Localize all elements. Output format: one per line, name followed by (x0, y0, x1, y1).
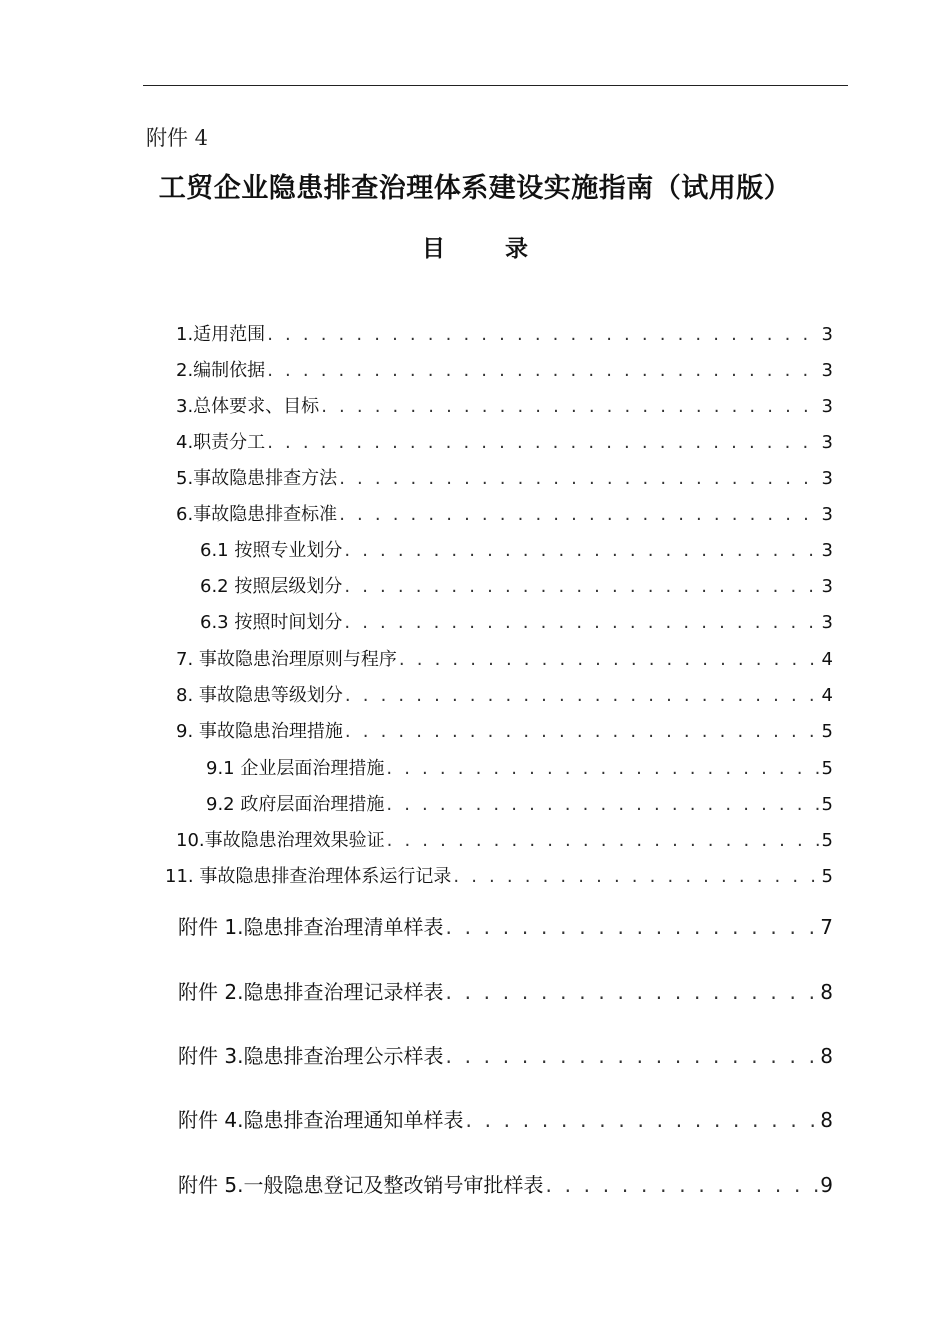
toc-leader (344, 540, 819, 561)
toc-entry[interactable] (178, 1104, 833, 1133)
toc-entry[interactable] (176, 717, 833, 743)
toc-entry-page: 3 (821, 360, 833, 381)
toc-entry[interactable] (178, 976, 833, 1005)
toc-entry-label: 附件 5.一般隐患登记及整改销号审批样表 (178, 1173, 544, 1197)
toc-entry-label: 6.2 按照层级划分 (200, 576, 343, 597)
toc-leader (267, 432, 819, 453)
toc-entry-page: 3 (821, 540, 833, 561)
toc-entry-label: 6.事故隐患排查标准 (176, 504, 338, 525)
toc-heading: 目 录 (421, 236, 554, 262)
toc-leader (339, 504, 819, 525)
toc-entry[interactable] (176, 392, 833, 418)
attachment-label: 附件 4 (146, 126, 209, 150)
toc-entry-label: 2.编制依据 (176, 360, 266, 381)
toc-leader (445, 1044, 818, 1068)
toc-entry[interactable] (176, 428, 833, 454)
toc-leader (545, 1173, 818, 1197)
toc-entry[interactable] (176, 464, 833, 490)
toc-entry[interactable] (178, 1169, 833, 1198)
toc-entry-label: 附件 2.隐患排查治理记录样表 (178, 980, 444, 1004)
toc-entry-label: 10.事故隐患治理效果验证 (176, 830, 385, 851)
toc-entry-page: 4 (821, 685, 833, 706)
toc-entry-page: 3 (821, 504, 833, 525)
toc-entry-page: 9 (820, 1173, 833, 1197)
toc-leader (465, 1108, 818, 1132)
toc-entry[interactable] (206, 754, 833, 780)
toc-entry-page: 5 (821, 866, 833, 887)
toc-entry-label: 5.事故隐患排查方法 (176, 468, 338, 489)
toc-entry-page: 3 (821, 324, 833, 345)
toc-entry-label: 11. 事故隐患排查治理体系运行记录 (165, 866, 452, 887)
toc-leader (386, 794, 819, 815)
toc-entry-page: 8 (820, 1108, 833, 1132)
toc-leader (344, 612, 819, 633)
toc-leader (445, 980, 818, 1004)
toc-entry-label: 附件 4.隐患排查治理通知单样表 (178, 1108, 464, 1132)
toc-entry-page: 5 (821, 830, 833, 851)
toc-entry-page: 5 (821, 758, 833, 779)
toc-entry-label: 6.1 按照专业划分 (200, 540, 343, 561)
toc-entry[interactable] (206, 790, 833, 816)
toc-entry-label: 4.职责分工 (176, 432, 266, 453)
document-title: 工贸企业隐患排查治理体系建设实施指南（试用版） (158, 173, 792, 204)
toc-leader (445, 915, 818, 939)
toc-leader (345, 721, 820, 742)
toc-entry-label: 6.3 按照时间划分 (200, 612, 343, 633)
toc-entry-label: 3.总体要求、目标 (176, 396, 320, 417)
toc-entry[interactable] (200, 572, 833, 598)
toc-leader (386, 758, 819, 779)
toc-entry[interactable] (176, 826, 833, 852)
toc-entry-label: 9. 事故隐患治理措施 (176, 721, 343, 742)
toc-leader (321, 396, 819, 417)
toc-entry-label: 1.适用范围 (176, 324, 266, 345)
toc-entry[interactable] (200, 608, 833, 634)
toc-leader (339, 468, 819, 489)
toc-entry-page: 8 (820, 1044, 833, 1068)
toc-entry-label: 9.2 政府层面治理措施 (206, 794, 385, 815)
toc-leader (344, 576, 819, 597)
toc-entry-label: 附件 1.隐患排查治理清单样表 (178, 915, 444, 939)
header-rule (143, 85, 848, 86)
toc-entry[interactable] (178, 1040, 833, 1069)
toc-entry-page: 3 (821, 396, 833, 417)
toc-entry[interactable] (200, 536, 833, 562)
toc-entry-page: 7 (820, 915, 833, 939)
toc-entry[interactable] (178, 911, 833, 940)
toc-entry-label: 8. 事故隐患等级划分 (176, 685, 343, 706)
toc-entry[interactable] (176, 356, 833, 382)
toc-entry-label: 7. 事故隐患治理原则与程序 (176, 649, 397, 670)
toc-leader (267, 324, 819, 345)
toc-entry-page: 5 (821, 794, 833, 815)
toc-entry-page: 3 (821, 432, 833, 453)
toc-entry-page: 5 (821, 721, 833, 742)
toc-entry[interactable] (165, 862, 833, 888)
toc-entry-page: 4 (821, 649, 833, 670)
toc-leader (345, 685, 820, 706)
toc-entry-label: 9.1 企业层面治理措施 (206, 758, 385, 779)
toc-entry-page: 3 (821, 612, 833, 633)
toc-entry-page: 8 (820, 980, 833, 1004)
toc-entry-page: 3 (821, 576, 833, 597)
toc-leader (399, 649, 820, 670)
toc-entry[interactable] (176, 645, 833, 671)
toc-entry[interactable] (176, 500, 833, 526)
toc-entry-page: 3 (821, 468, 833, 489)
toc-entry-label: 附件 3.隐患排查治理公示样表 (178, 1044, 444, 1068)
toc-entry[interactable] (176, 320, 833, 346)
toc-entry[interactable] (176, 681, 833, 707)
toc-leader (453, 866, 819, 887)
toc-leader (387, 830, 820, 851)
toc-leader (267, 360, 819, 381)
